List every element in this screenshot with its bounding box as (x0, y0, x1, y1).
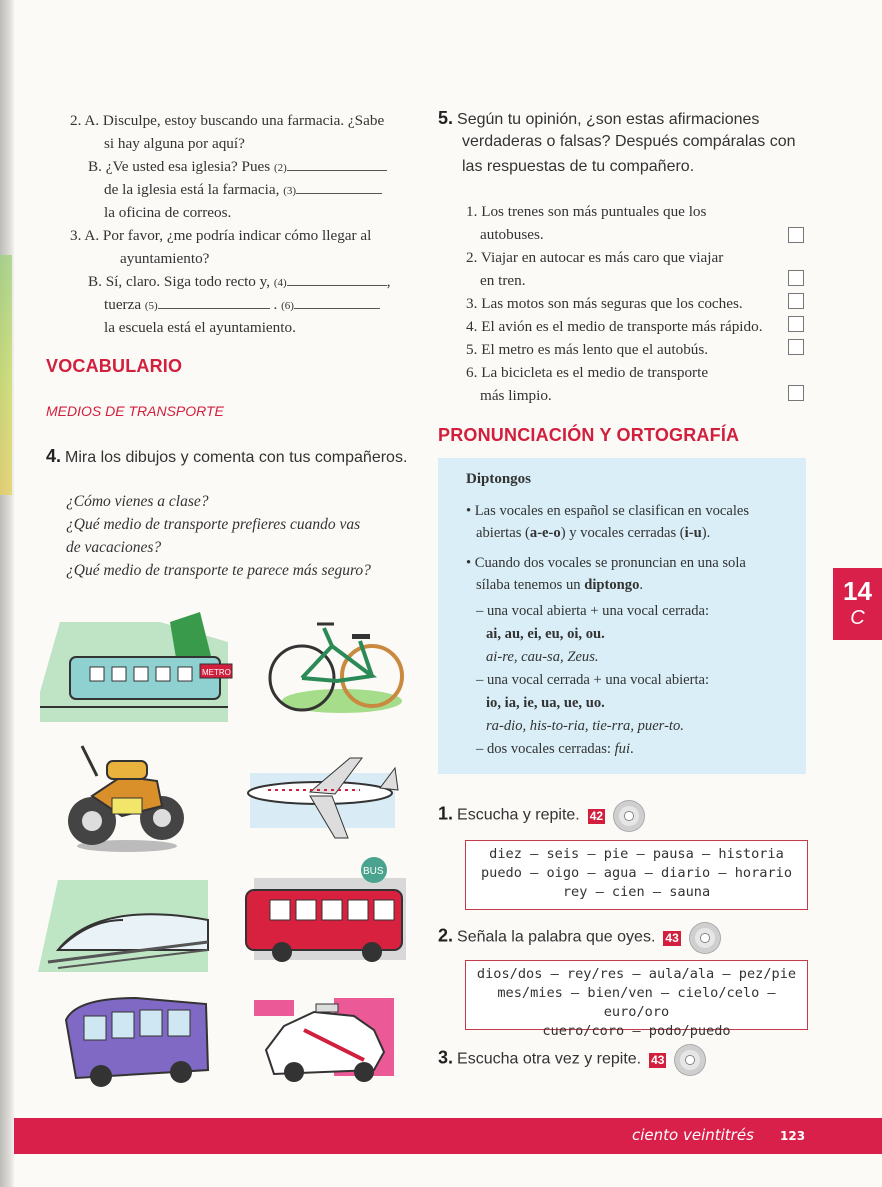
exercise-4-title (46, 446, 407, 467)
dialog-3a: 3. A. Por favor, ¿me podría indicar cómo llegar al (70, 227, 372, 244)
statement-5: 5. El metro es más lento que el autobús. (466, 341, 709, 358)
dash-3: – dos vocales cerradas: fui. (476, 741, 634, 757)
exercise-1-wordbox: diez – seis – pie – pausa – historia puedo – oigo – agua – diario – horario rey – cien – sauna (465, 840, 808, 910)
statement-1: 1. Los trenes son más puntuales que los (466, 203, 707, 220)
exercise-5-line-1: 5. Según tu opinión, ¿son estas afirmaciones (438, 108, 760, 128)
dialog-3a-cont: ayuntamiento? (120, 250, 210, 267)
footer-page-number: 123 (780, 1129, 806, 1143)
statement-4-checkbox[interactable] (788, 316, 804, 332)
dash-2: – una vocal cerrada + una vocal abierta: (476, 672, 710, 688)
spine-color-strip (0, 255, 12, 495)
purple-bus-illustration (56, 990, 216, 1090)
dash-2-vowels: io, ia, ie, ua, ue, uo. (486, 695, 605, 711)
unit-number: 14 (843, 576, 872, 606)
exercise-5-line-2: verdaderas o falsas? Después compáralas con (462, 133, 796, 150)
statement-3-checkbox[interactable] (788, 293, 804, 309)
blank-3[interactable] (296, 180, 382, 194)
airplane-illustration (240, 748, 400, 848)
dialog-3b3: la escuela está el ayuntamiento. (104, 319, 296, 336)
bullet-1-cont: abiertas (a-e-o) y vocales cerradas (i-u). (476, 525, 711, 541)
exercise-2-title: 2. Señala la palabra que oyes. 43 (438, 922, 721, 954)
metro-sign-text: METRO (202, 668, 231, 677)
statement-6-checkbox[interactable] (788, 385, 804, 401)
statement-3: 3. Las motos son más seguras que los coches. (466, 295, 743, 312)
book-spine (0, 0, 14, 1187)
statement-2-cont: en tren. (480, 272, 526, 289)
track-43-badge: 43 (665, 930, 679, 945)
track-43-badge: 43 (651, 1052, 665, 1067)
question-2-cont: de vacaciones? (66, 539, 162, 556)
statement-6: 6. La bicicleta es el medio de transporte (466, 364, 709, 381)
track-42-badge: 42 (589, 808, 604, 823)
footer-page-words: ciento veintitrés (632, 1126, 754, 1144)
bullet-2: • Cuando dos vocales se pronuncian en una sola (466, 555, 746, 571)
dash-1: – una vocal abierta + una vocal cerrada: (476, 603, 710, 619)
dialog-2b3: la oficina de correos. (104, 204, 232, 221)
question-2: ¿Qué medio de transporte prefieres cuando vas (66, 516, 361, 533)
statement-4: 4. El avión es el medio de transporte más rápido. (466, 318, 763, 335)
high-speed-train-illustration (38, 880, 208, 972)
dash-1-vowels: ai, au, ei, eu, oi, ou. (486, 626, 605, 642)
question-1: ¿Cómo vienes a clase? (66, 493, 209, 510)
dialog-2b2: de la iglesia está la farmacia, (3) (104, 179, 382, 203)
exercise-5-number: 5. (438, 108, 454, 128)
blank-4[interactable] (287, 272, 387, 286)
statement-1-checkbox[interactable] (788, 227, 804, 243)
bicycle-illustration (262, 606, 402, 718)
vocab-heading: VOCABULARIO (46, 356, 183, 376)
footer-bar (14, 1118, 882, 1154)
bullet-1: • Las vocales en español se clasifican en vocales (466, 503, 750, 519)
taxi-illustration (254, 990, 404, 1086)
exercise-2-wordbox: dios/dos – rey/res – aula/ala – pez/pie mes/mies – bien/ven – cielo/celo – euro/oro cuero/coro – podo/puedo (465, 960, 808, 1030)
pronunciation-heading: PRONUNCIACIÓN Y ORTOGRAFÍA (438, 425, 740, 445)
blank-6[interactable] (294, 295, 380, 309)
metro-train-illustration (40, 612, 231, 722)
bus-sign-text: BUS (363, 866, 384, 877)
cd-icon[interactable] (689, 922, 721, 954)
dialog-2a-cont: si hay alguna por aquí? (104, 135, 245, 152)
statement-1-cont: autobuses. (480, 226, 544, 243)
exercise-4-number: 4. (46, 446, 62, 466)
bullet-2-cont: sílaba tenemos un diptongo. (476, 577, 644, 593)
cd-icon[interactable] (674, 1044, 706, 1076)
dash-1-examples: ai-re, cau-sa, Zeus. (486, 649, 599, 665)
question-3: ¿Qué medio de transporte te parece más seguro? (66, 562, 371, 579)
unit-letter: C (850, 607, 865, 629)
unit-tab (833, 568, 882, 640)
exercise-1-title: 1. Escucha y repite. 42 (438, 800, 645, 832)
dialog-2b: B. ¿Ve usted esa iglesia? Pues (2) (88, 156, 387, 180)
dialog-3b2: tuerza (5) . (6) (104, 294, 380, 318)
blank-2[interactable] (287, 157, 387, 171)
exercise-3-title: 3. Escucha otra vez y repite. 43 (438, 1044, 706, 1076)
cd-icon[interactable] (613, 800, 645, 832)
dash-2-examples: ra-dio, his-to-ria, tie-rra, puer-to. (486, 718, 684, 734)
red-bus-illustration (242, 856, 410, 968)
statement-5-checkbox[interactable] (788, 339, 804, 355)
blank-5[interactable] (158, 295, 270, 309)
dialog-3b: B. Sí, claro. Siga todo recto y, (4) , (88, 273, 391, 290)
exercise-5-line-3: las respuestas de tu compañero. (462, 158, 695, 175)
statement-2-checkbox[interactable] (788, 270, 804, 286)
diphthongs-infobox (438, 458, 806, 774)
exercise-4-text: Mira los dibujos y comenta con tus compañeros. (65, 449, 408, 466)
statement-2: 2. Viajar en autocar es más caro que viajar (466, 249, 724, 266)
vocab-subheading: MEDIOS DE TRANSPORTE (46, 403, 224, 419)
infobox-title: Diptongos (466, 471, 532, 487)
motorcycle-illustration (62, 736, 190, 854)
statement-6-cont: más limpio. (480, 387, 552, 404)
dialog-2a: 2. A. Disculpe, estoy buscando una farmacia. ¿Sabe (70, 112, 385, 129)
